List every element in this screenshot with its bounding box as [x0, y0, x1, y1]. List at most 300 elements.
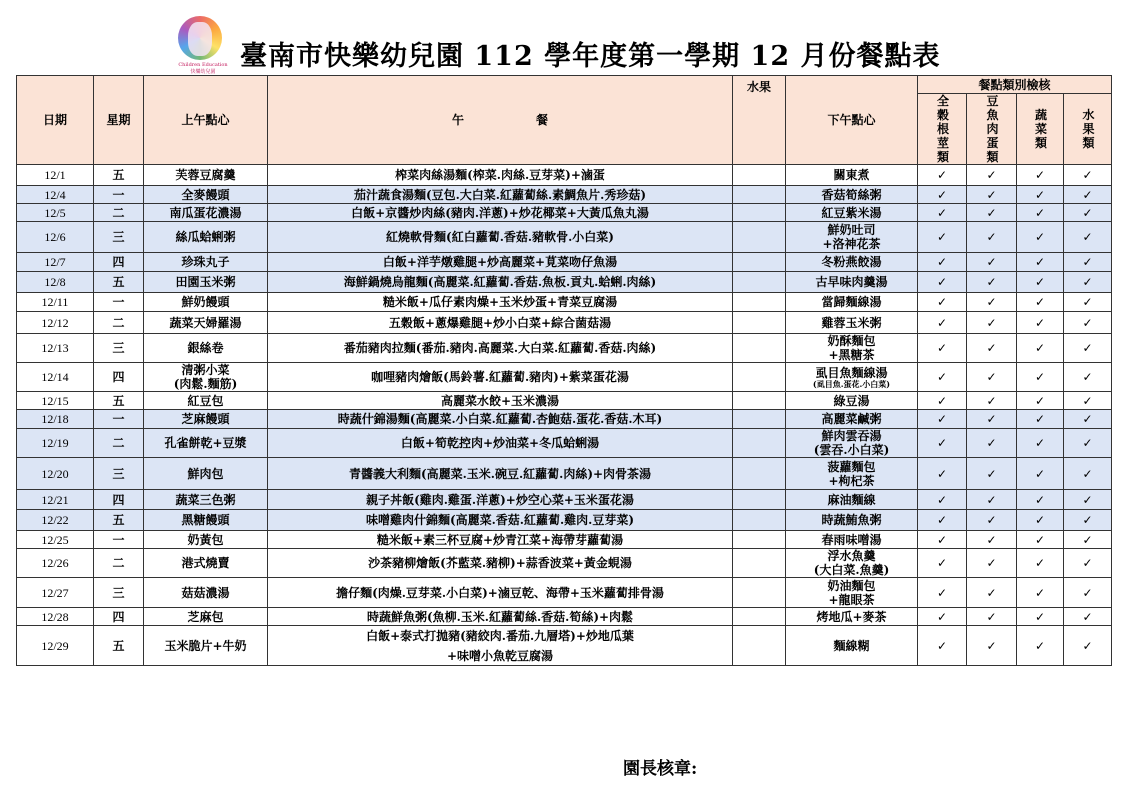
table-row [17, 490, 1112, 510]
row-fruit [733, 253, 786, 272]
lunch-text: 番茄豬肉拉麵(番茄.豬肉.高麗菜.大白菜.紅蘿蔔.香菇.肉絲) [343, 341, 657, 355]
table-row [17, 510, 1112, 531]
row-fruit [733, 410, 786, 429]
check-mark-icon: ✓ [1064, 272, 1112, 293]
am-snack-text-2: (肉鬆.麵筋) [173, 377, 238, 391]
row-am-snack [144, 392, 268, 410]
row-weekday: 五 [94, 272, 144, 293]
am-snack-text: 蔬菜三色粥 [175, 492, 236, 507]
row-date: 12/4 [17, 186, 94, 204]
row-date: 12/11 [17, 293, 94, 312]
row-pm-snack [786, 253, 918, 272]
header-check-grains: 全穀根莖類 [918, 94, 967, 165]
pm-snack-text-2: (大白菜.魚羹) [813, 563, 890, 577]
row-date: 12/27 [17, 578, 94, 608]
lunch-text: 白飯+京醬炒肉絲(豬肉.洋蔥)+炒花椰菜+大黃瓜魚丸湯 [351, 205, 649, 220]
check-mark-icon: ✓ [967, 272, 1017, 293]
pm-snack-text: 麻油麵線 [827, 492, 876, 507]
check-mark-icon: ✓ [967, 204, 1017, 222]
check-mark-icon: ✓ [918, 165, 967, 186]
am-snack-text: 紅豆包 [187, 393, 224, 408]
lunch-text: 青醬義大利麵(高麗菜.玉米.碗豆.紅蘿蔔.肉絲)+肉骨茶湯 [348, 466, 652, 481]
am-snack-text: 絲瓜蛤蜊粥 [175, 230, 236, 244]
row-am-snack [144, 429, 268, 458]
row-fruit [733, 312, 786, 334]
check-mark-icon: ✓ [1017, 510, 1064, 531]
row-am-snack [144, 165, 268, 186]
check-mark-icon: ✓ [967, 549, 1017, 578]
check-mark-icon: ✓ [1064, 429, 1112, 458]
row-lunch [268, 626, 733, 666]
row-fruit [733, 222, 786, 253]
pm-snack-text: 烤地瓜+麥茶 [816, 609, 887, 624]
row-pm-snack [786, 312, 918, 334]
check-mark-icon: ✓ [918, 312, 967, 334]
check-mark-icon: ✓ [1064, 608, 1112, 626]
row-lunch [268, 608, 733, 626]
check-mark-icon: ✓ [1017, 334, 1064, 363]
check-mark-icon: ✓ [967, 293, 1017, 312]
check-mark-icon: ✓ [1064, 363, 1112, 392]
row-fruit [733, 165, 786, 186]
table-row [17, 578, 1112, 608]
header-pm-snack: 下午點心 [786, 76, 918, 165]
row-pm-snack [786, 490, 918, 510]
row-lunch [268, 410, 733, 429]
row-am-snack [144, 293, 268, 312]
header-date: 日期 [17, 76, 94, 165]
check-mark-icon: ✓ [918, 490, 967, 510]
check-mark-icon: ✓ [918, 334, 967, 363]
lunch-text: 味噌雞肉什錦麵(高麗菜.香菇.紅蘿蔔.雞肉.豆芽菜) [365, 513, 635, 527]
row-lunch [268, 458, 733, 490]
row-date: 12/7 [17, 253, 94, 272]
row-pm-snack [786, 392, 918, 410]
check-mark-icon: ✓ [918, 608, 967, 626]
row-pm-snack [786, 510, 918, 531]
row-fruit [733, 363, 786, 392]
row-pm-snack [786, 608, 918, 626]
check-mark-icon: ✓ [1064, 293, 1112, 312]
row-am-snack [144, 334, 268, 363]
check-mark-icon: ✓ [918, 429, 967, 458]
check-mark-icon: ✓ [1064, 222, 1112, 253]
lunch-text: 咖哩豬肉燴飯(馬鈴薯.紅蘿蔔.豬肉)+紫菜蛋花湯 [371, 370, 629, 384]
row-fruit [733, 458, 786, 490]
am-snack-text: 南瓜蛋花濃湯 [169, 205, 242, 220]
check-mark-icon: ✓ [1017, 293, 1064, 312]
row-am-snack [144, 410, 268, 429]
row-fruit [733, 549, 786, 578]
check-mark-icon: ✓ [1064, 458, 1112, 490]
row-lunch [268, 510, 733, 531]
pm-snack-text-2: +龍眼茶 [828, 592, 875, 607]
check-mark-icon: ✓ [918, 363, 967, 392]
pm-snack-text: 時蔬鮪魚粥 [821, 513, 882, 527]
am-snack-text: 田園玉米粥 [175, 275, 236, 289]
check-mark-icon: ✓ [1017, 222, 1064, 253]
table-row [17, 626, 1112, 666]
check-mark-icon: ✓ [967, 626, 1017, 666]
pm-snack-text: 奶油麵包 [827, 578, 876, 593]
lunch-text: 紅燒軟骨麵(紅白蘿蔔.香菇.豬軟骨.小白菜) [386, 230, 614, 244]
meal-table-body [17, 165, 1112, 666]
table-row [17, 458, 1112, 490]
row-weekday: 二 [94, 204, 144, 222]
row-pm-snack [786, 429, 918, 458]
header-lunch: 午 餐 [268, 76, 733, 165]
am-snack-text: 港式燒賣 [181, 556, 230, 570]
row-lunch [268, 253, 733, 272]
row-date: 12/28 [17, 608, 94, 626]
table-row [17, 272, 1112, 293]
check-mark-icon: ✓ [918, 531, 967, 549]
row-pm-snack [786, 222, 918, 253]
lunch-text: 白飯+洋芋燉雞腿+炒高麗菜+莧菜吻仔魚湯 [382, 255, 618, 269]
row-date: 12/18 [17, 410, 94, 429]
row-fruit [733, 204, 786, 222]
pm-snack-text: 綠豆湯 [833, 393, 870, 408]
row-fruit [733, 490, 786, 510]
pm-snack-text-2: +枸杞茶 [828, 473, 875, 488]
am-snack-text: 黑糖饅頭 [181, 513, 230, 527]
table-row [17, 531, 1112, 549]
row-date: 12/26 [17, 549, 94, 578]
check-mark-icon: ✓ [1017, 410, 1064, 429]
table-row [17, 334, 1112, 363]
row-pm-snack [786, 410, 918, 429]
check-mark-icon: ✓ [918, 392, 967, 410]
logo-inner-icon [188, 22, 212, 56]
check-mark-icon: ✓ [1064, 253, 1112, 272]
lunch-text: 時蔬什錦湯麵(高麗菜.小白菜.紅蘿蔔.杏鮑菇.蛋花.香菇.木耳) [337, 412, 663, 426]
lunch-text: 海鮮鍋燒烏龍麵(高麗菜.紅蘿蔔.香菇.魚板.貢丸.蛤蜊.肉絲) [343, 275, 657, 289]
check-mark-icon: ✓ [967, 531, 1017, 549]
check-mark-icon: ✓ [967, 410, 1017, 429]
row-am-snack [144, 510, 268, 531]
meal-table [16, 75, 1112, 666]
pm-snack-text-2: +洛神花茶 [822, 237, 881, 251]
pm-snack-text: 關東煮 [833, 168, 870, 182]
am-snack-text: 鮮肉包 [187, 466, 224, 481]
row-pm-snack [786, 578, 918, 608]
check-mark-icon: ✓ [1017, 578, 1064, 608]
logo-caption-zh: 快樂幼兒園 [190, 69, 216, 75]
row-weekday: 二 [94, 429, 144, 458]
pm-snack-text: 春雨味噌湯 [821, 532, 882, 547]
row-weekday: 五 [94, 392, 144, 410]
row-weekday: 五 [94, 626, 144, 666]
pm-snack-text: 麵線糊 [833, 638, 870, 653]
check-mark-icon: ✓ [967, 186, 1017, 204]
row-pm-snack [786, 458, 918, 490]
am-snack-text: 全麥饅頭 [181, 187, 230, 202]
logo-caption-en: Children Education [178, 62, 228, 68]
header-check-fruit: 水果類 [1064, 94, 1112, 165]
check-mark-icon: ✓ [1064, 510, 1112, 531]
row-weekday: 一 [94, 410, 144, 429]
header-check-protein: 豆魚肉蛋類 [967, 94, 1017, 165]
row-weekday: 四 [94, 608, 144, 626]
table-row [17, 312, 1112, 334]
page-title: 臺南市快樂幼兒園 112 學年度第一學期 12 月份餐點表 [240, 41, 941, 72]
row-date: 12/5 [17, 204, 94, 222]
row-lunch [268, 312, 733, 334]
check-mark-icon: ✓ [918, 510, 967, 531]
check-mark-icon: ✓ [1064, 186, 1112, 204]
am-snack-text: 玉米脆片+牛奶 [164, 638, 247, 653]
check-mark-icon: ✓ [1017, 429, 1064, 458]
check-mark-icon: ✓ [918, 626, 967, 666]
lunch-text: 糙米飯+瓜仔素肉燥+玉米炒蛋+青菜豆腐湯 [382, 295, 618, 309]
row-pm-snack [786, 334, 918, 363]
am-snack-text: 鮮奶饅頭 [181, 295, 230, 309]
row-lunch [268, 293, 733, 312]
table-row [17, 549, 1112, 578]
row-date: 12/15 [17, 392, 94, 410]
row-weekday: 一 [94, 531, 144, 549]
header-fruit: 水果 [733, 76, 786, 165]
row-fruit [733, 334, 786, 363]
check-mark-icon: ✓ [1017, 608, 1064, 626]
check-mark-icon: ✓ [967, 490, 1017, 510]
check-mark-icon: ✓ [918, 293, 967, 312]
row-date: 12/21 [17, 490, 94, 510]
row-am-snack [144, 608, 268, 626]
row-date: 12/25 [17, 531, 94, 549]
check-mark-icon: ✓ [918, 186, 967, 204]
row-pm-snack [786, 165, 918, 186]
check-mark-icon: ✓ [967, 253, 1017, 272]
pm-snack-text: 虱目魚麵線湯 [815, 365, 888, 380]
row-weekday: 四 [94, 490, 144, 510]
row-am-snack [144, 458, 268, 490]
row-am-snack [144, 578, 268, 608]
check-mark-icon: ✓ [1017, 165, 1064, 186]
row-lunch [268, 578, 733, 608]
check-mark-icon: ✓ [1064, 334, 1112, 363]
lunch-text: 榨菜肉絲湯麵(榨菜.肉絲.豆芽菜)+滷蛋 [395, 168, 605, 182]
row-date: 12/20 [17, 458, 94, 490]
table-row [17, 429, 1112, 458]
table-row [17, 392, 1112, 410]
am-snack-text: 芙蓉豆腐羹 [175, 168, 236, 182]
pm-snack-text: 香菇筍絲粥 [821, 187, 882, 202]
check-mark-icon: ✓ [1017, 531, 1064, 549]
check-mark-icon: ✓ [918, 578, 967, 608]
lunch-text: 白飯+筍乾控肉+炒油菜+冬瓜蛤蜊湯 [400, 436, 600, 450]
table-row [17, 222, 1112, 253]
row-pm-snack [786, 363, 918, 392]
school-logo [170, 14, 236, 74]
row-lunch [268, 272, 733, 293]
row-lunch [268, 165, 733, 186]
table-row [17, 165, 1112, 186]
check-mark-icon: ✓ [1017, 253, 1064, 272]
table-row [17, 363, 1112, 392]
row-fruit [733, 626, 786, 666]
check-mark-icon: ✓ [967, 165, 1017, 186]
check-mark-icon: ✓ [1017, 363, 1064, 392]
row-fruit [733, 429, 786, 458]
row-lunch [268, 363, 733, 392]
row-lunch [268, 429, 733, 458]
pm-snack-text: 當歸麵線湯 [821, 295, 882, 309]
row-fruit [733, 608, 786, 626]
check-mark-icon: ✓ [1064, 490, 1112, 510]
check-mark-icon: ✓ [1064, 531, 1112, 549]
pm-snack-text: 鮮奶吐司 [827, 223, 876, 237]
row-date: 12/8 [17, 272, 94, 293]
row-lunch [268, 490, 733, 510]
table-row [17, 410, 1112, 429]
row-pm-snack [786, 626, 918, 666]
pm-snack-note: (虱目魚.蛋花.小白菜) [812, 378, 891, 389]
am-snack-text: 珍珠丸子 [181, 255, 230, 269]
row-fruit [733, 531, 786, 549]
lunch-text: 時蔬鮮魚粥(魚柳.玉米.紅蘿蔔絲.香菇.筍絲)+肉鬆 [366, 609, 634, 624]
am-snack-text: 菇菇濃湯 [181, 585, 230, 600]
row-lunch [268, 222, 733, 253]
row-weekday: 三 [94, 222, 144, 253]
row-am-snack [144, 253, 268, 272]
table-row [17, 293, 1112, 312]
check-mark-icon: ✓ [918, 272, 967, 293]
row-am-snack [144, 549, 268, 578]
row-lunch [268, 392, 733, 410]
table-row [17, 608, 1112, 626]
check-mark-icon: ✓ [1017, 626, 1064, 666]
check-mark-icon: ✓ [967, 510, 1017, 531]
row-fruit [733, 578, 786, 608]
check-mark-icon: ✓ [918, 549, 967, 578]
check-mark-icon: ✓ [1017, 312, 1064, 334]
pm-snack-text: 浮水魚羹 [827, 549, 876, 563]
check-mark-icon: ✓ [967, 608, 1017, 626]
check-mark-icon: ✓ [1017, 272, 1064, 293]
pm-snack-text: 雞蓉玉米粥 [821, 315, 882, 330]
table-row [17, 204, 1112, 222]
pm-snack-text: 菠蘿麵包 [827, 459, 876, 474]
pm-snack-text-2: (雲吞.小白菜) [813, 443, 890, 457]
row-weekday: 三 [94, 458, 144, 490]
lunch-text: 沙茶豬柳燴飯(芥藍菜.豬柳)+蒜香波菜+黃金蜆湯 [368, 556, 632, 570]
row-am-snack [144, 626, 268, 666]
check-mark-icon: ✓ [967, 392, 1017, 410]
row-fruit [733, 293, 786, 312]
check-mark-icon: ✓ [1064, 204, 1112, 222]
row-lunch [268, 531, 733, 549]
row-date: 12/14 [17, 363, 94, 392]
row-weekday: 四 [94, 363, 144, 392]
row-lunch [268, 186, 733, 204]
row-weekday: 二 [94, 312, 144, 334]
row-fruit [733, 510, 786, 531]
row-am-snack [144, 272, 268, 293]
row-am-snack [144, 186, 268, 204]
row-lunch [268, 334, 733, 363]
row-weekday: 一 [94, 186, 144, 204]
pm-snack-text: 高麗菜鹹粥 [821, 412, 882, 426]
check-mark-icon: ✓ [1017, 458, 1064, 490]
check-mark-icon: ✓ [1064, 392, 1112, 410]
row-weekday: 三 [94, 334, 144, 363]
row-date: 12/1 [17, 165, 94, 186]
row-fruit [733, 392, 786, 410]
header-check-vegetable: 蔬菜類 [1017, 94, 1064, 165]
pm-snack-text: 奶酥麵包 [827, 334, 876, 348]
check-mark-icon: ✓ [918, 410, 967, 429]
check-mark-icon: ✓ [1064, 165, 1112, 186]
am-snack-text: 芝麻饅頭 [181, 412, 230, 426]
row-am-snack [144, 531, 268, 549]
check-mark-icon: ✓ [967, 578, 1017, 608]
check-mark-icon: ✓ [1064, 312, 1112, 334]
check-mark-icon: ✓ [1017, 392, 1064, 410]
row-am-snack [144, 204, 268, 222]
check-mark-icon: ✓ [1017, 204, 1064, 222]
row-date: 12/12 [17, 312, 94, 334]
header-weekday: 星期 [94, 76, 144, 165]
lunch-text: 茄汁蔬食湯麵(豆包.大白菜.紅蘿蔔絲.素鯛魚片.秀珍菇) [353, 187, 647, 202]
row-weekday: 二 [94, 549, 144, 578]
lunch-text: 親子丼飯(雞肉.雞蛋.洋蔥)+炒空心菜+玉米蛋花湯 [366, 492, 634, 507]
row-weekday: 三 [94, 578, 144, 608]
check-mark-icon: ✓ [1017, 549, 1064, 578]
lunch-text: 糙米飯+素三杯豆腐+炒青江菜+海帶芽蘿蔔湯 [376, 532, 624, 547]
row-weekday: 五 [94, 165, 144, 186]
am-snack-text: 銀絲卷 [187, 341, 224, 355]
row-fruit [733, 186, 786, 204]
check-mark-icon: ✓ [1064, 410, 1112, 429]
table-row [17, 253, 1112, 272]
row-pm-snack [786, 186, 918, 204]
check-mark-icon: ✓ [918, 204, 967, 222]
row-pm-snack [786, 549, 918, 578]
row-am-snack [144, 312, 268, 334]
row-date: 12/6 [17, 222, 94, 253]
row-date: 12/19 [17, 429, 94, 458]
check-mark-icon: ✓ [967, 222, 1017, 253]
check-mark-icon: ✓ [918, 253, 967, 272]
header-am-snack: 上午點心 [144, 76, 268, 165]
row-date: 12/13 [17, 334, 94, 363]
row-am-snack [144, 490, 268, 510]
row-date: 12/29 [17, 626, 94, 666]
check-mark-icon: ✓ [967, 312, 1017, 334]
pm-snack-text: 古早味肉羹湯 [815, 275, 888, 289]
am-snack-text: 奶黃包 [187, 532, 224, 547]
row-pm-snack [786, 531, 918, 549]
row-pm-snack [786, 204, 918, 222]
check-mark-icon: ✓ [1064, 549, 1112, 578]
check-mark-icon: ✓ [967, 334, 1017, 363]
row-date: 12/22 [17, 510, 94, 531]
header-check-group: 餐點類別檢核 [918, 76, 1112, 94]
row-am-snack [144, 363, 268, 392]
am-snack-text: 蔬菜天婦羅湯 [169, 315, 242, 330]
lunch-text: 白飯+泰式打拋豬(豬絞肉.番茄.九層塔)+炒地瓜葉 [366, 628, 634, 643]
row-pm-snack [786, 272, 918, 293]
row-weekday: 五 [94, 510, 144, 531]
lunch-text: 擔仔麵(肉燥.豆芽菜.小白菜)+滷豆乾、海帶+玉米蘿蔔排骨湯 [336, 585, 664, 600]
check-mark-icon: ✓ [918, 222, 967, 253]
am-snack-text: 清粥小菜 [181, 363, 230, 377]
check-mark-icon: ✓ [1064, 626, 1112, 666]
pm-snack-text-2: +黑糖茶 [828, 348, 875, 362]
row-lunch [268, 549, 733, 578]
check-mark-icon: ✓ [1064, 578, 1112, 608]
